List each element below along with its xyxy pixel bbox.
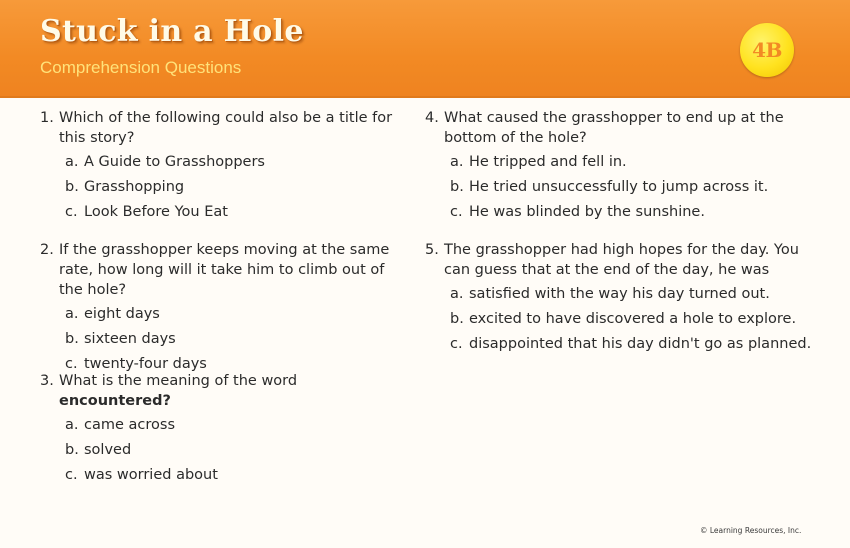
answer-options [40, 304, 410, 379]
question-text [40, 371, 410, 411]
option-text: disappointed that his day didn't go as planned. [469, 336, 812, 352]
option-letter: a. [65, 154, 79, 170]
question-text [425, 108, 815, 148]
option-text: was worried about [84, 467, 218, 483]
page-subtitle: Comprehension Questions [40, 58, 242, 77]
question-3 [40, 371, 410, 490]
option-letter: b. [65, 331, 79, 347]
option-text: He was blinded by the sunshine. [469, 204, 705, 220]
option-letter: c. [65, 204, 78, 220]
question-text [40, 108, 410, 148]
answer-option-a [65, 152, 410, 177]
option-text: He tripped and fell in. [469, 154, 627, 170]
option-letter: c. [450, 204, 463, 220]
option-letter: c. [450, 336, 463, 352]
answer-option-c [450, 334, 825, 359]
option-text: came across [84, 417, 175, 433]
answer-option-b [65, 440, 410, 465]
page-title: Stuck in a Hole [40, 14, 304, 49]
answer-option-a [450, 152, 815, 177]
answer-options [425, 152, 815, 227]
answer-option-a [450, 284, 825, 309]
question-prompt: If the grasshopper keeps moving at the same rate, how long will it take him to climb out of the hole? [59, 242, 390, 298]
option-text: sixteen days [84, 331, 176, 347]
vocabulary-word: encountered? [59, 393, 171, 409]
answer-options [425, 284, 825, 359]
option-text: excited to have discovered a hole to explore. [469, 311, 797, 327]
question-4 [425, 108, 815, 227]
option-text: twenty-four days [84, 356, 207, 372]
option-text: Grasshopping [84, 179, 185, 195]
question-number: 4. [425, 110, 439, 126]
option-text: Look Before You Eat [84, 204, 228, 220]
option-text: eight days [84, 306, 160, 322]
question-1 [40, 108, 410, 227]
option-letter: c. [65, 467, 78, 483]
answer-options [40, 415, 410, 490]
option-letter: a. [65, 417, 79, 433]
level-badge [740, 23, 794, 77]
answer-option-c [450, 202, 815, 227]
option-letter: a. [65, 306, 79, 322]
answer-option-b [65, 177, 410, 202]
answer-option-b [450, 177, 815, 202]
question-number: 1. [40, 110, 54, 126]
answer-option-c [65, 202, 410, 227]
option-letter: b. [65, 179, 79, 195]
question-2 [40, 240, 410, 379]
question-number: 2. [40, 242, 54, 258]
option-letter: b. [450, 311, 464, 327]
answer-option-c [65, 465, 410, 490]
option-letter: b. [65, 442, 79, 458]
copyright-notice: © Learning Resources, Inc. [700, 526, 802, 535]
level-badge-label: 4B [752, 38, 782, 62]
answer-option-b [65, 329, 410, 354]
option-text: solved [84, 442, 132, 458]
option-text: A Guide to Grasshoppers [84, 154, 265, 170]
question-number: 5. [425, 242, 439, 258]
option-letter: b. [450, 179, 464, 195]
option-letter: a. [450, 286, 464, 302]
option-letter: a. [450, 154, 464, 170]
answer-options [40, 152, 410, 227]
question-5 [425, 240, 825, 359]
question-text [425, 240, 825, 280]
question-text [40, 240, 410, 300]
question-prompt: The grasshopper had high hopes for the day. You can guess that at the end of the day, he was [444, 242, 799, 278]
answer-option-a [65, 304, 410, 329]
option-letter: c. [65, 356, 78, 372]
question-number: 3. [40, 373, 54, 389]
header-banner [0, 0, 850, 98]
option-text: satisfied with the way his day turned out. [469, 286, 770, 302]
question-prompt: What caused the grasshopper to end up at the bottom of the hole? [444, 110, 784, 146]
answer-option-b [450, 309, 825, 334]
option-text: He tried unsuccessfully to jump across it. [469, 179, 769, 195]
answer-option-a [65, 415, 410, 440]
question-prompt: What is the meaning of the word [59, 373, 298, 389]
question-prompt: Which of the following could also be a title for this story? [59, 110, 393, 146]
